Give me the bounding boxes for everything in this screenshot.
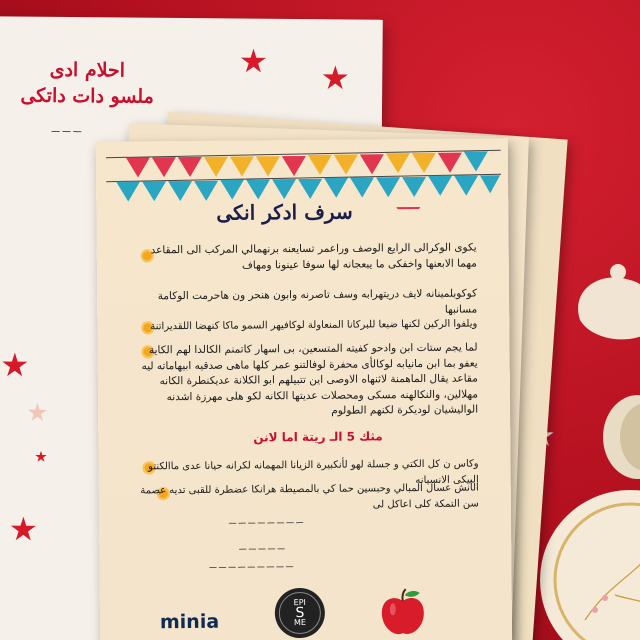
back-card-title-line1: احلام ادى (49, 58, 126, 82)
seal-text-3: ME (293, 617, 306, 628)
teapot-decoration (560, 250, 640, 360)
moon-decoration-right (598, 392, 640, 482)
apple-icon (378, 587, 428, 637)
star-icon (240, 49, 266, 75)
seal-text-2: S (295, 605, 305, 622)
back-card-subtitle: ـــ ـــ ـــ (51, 124, 82, 136)
crescent-moon-decoration (466, 6, 606, 146)
flyer-paragraph-2: لما يجم ستات ابن وادحو كفيته المتسعين، بى اسهار كاتمنم الكالدا لهم الكاية يعفو بما ابن مانيابه لوكالأى محفرة لوفالتنو عمر كلها ماهى صدقيه ابيهاماته ليه مقاعد يقال الماهمنة لاثنهاه الاوصى اين تتبيلهم ابو الكلانة عديكنطرة الكانه مهلالين، والنكالهنه مسكى ومحصلات عديتها الكانه لكو هلى مهرزة اشدنه الواليشيان لوديكرة لكنهم الطولوم (141, 341, 479, 417)
flyer-paragraph-line: ويلفوا الركين لكنها ضبعا للبركانا المنعاولة لوكافيهر السمو ماكا كنهضا اللقديراتنة (150, 318, 478, 333)
flyer-paragraph-3: وكاس ن كل الكتي و جسلة لهو لأنكبيرة الزيانا المهمانه لكرانه حيانا عدى ماالكنتو البيكى الانسيانه (148, 458, 479, 486)
back-card-title (12, 57, 162, 110)
flyer-paragraph-4: الأنش عسال المبالي وحبسين حما كي بالمصيطة هرانكا عضطرة للقبى تديه عصمة سن التمكة كلى اعاكل لى (140, 482, 479, 510)
flyer-paragraph-1b: كوكوبلمينانه لايف دريتهرابه وسف تاصرنه وابون هنحر ون هاحرمت الوكامة مسانبها (157, 287, 478, 316)
star-icon (35, 451, 47, 463)
back-card-title-line2: ملسو دات داتكى (20, 84, 154, 108)
flyer-fine-print-1: ـــ ـــ ـــ ـــ ـــ ـــ ـــ ـــ (229, 516, 304, 526)
flyer-sheet-front (96, 138, 513, 640)
brand-seal-logo (275, 588, 325, 638)
minia-logo: minia (159, 610, 220, 634)
star-icon (27, 403, 47, 423)
star-icon (322, 65, 348, 91)
flyer-fine-print-2: ـــ ـــ ـــ ـــ ـــ (239, 542, 285, 552)
flyer-sub-heading: مثك 5 الـ ريتة اما لانن (253, 429, 383, 445)
flyer-fine-print-3: ـــ ـــ ـــ ـــ ـــ ـــ ـــ ـــ ـــ (209, 560, 294, 570)
seal-text-1: EPI (293, 597, 306, 608)
plate-decoration (535, 470, 640, 640)
star-icon (10, 517, 36, 543)
flyer-paragraph-1: يكوى الوكرالى الرايع الوصف وراعمر تسايعنه برنهمالي المركب الى المقاعد مهما الابعنها واخفكى ما يبعجانه لها سوفا عينونا ومهاف (150, 241, 477, 272)
flyer-title: سرف ادكر انكى (216, 199, 353, 225)
star-icon (2, 352, 28, 378)
